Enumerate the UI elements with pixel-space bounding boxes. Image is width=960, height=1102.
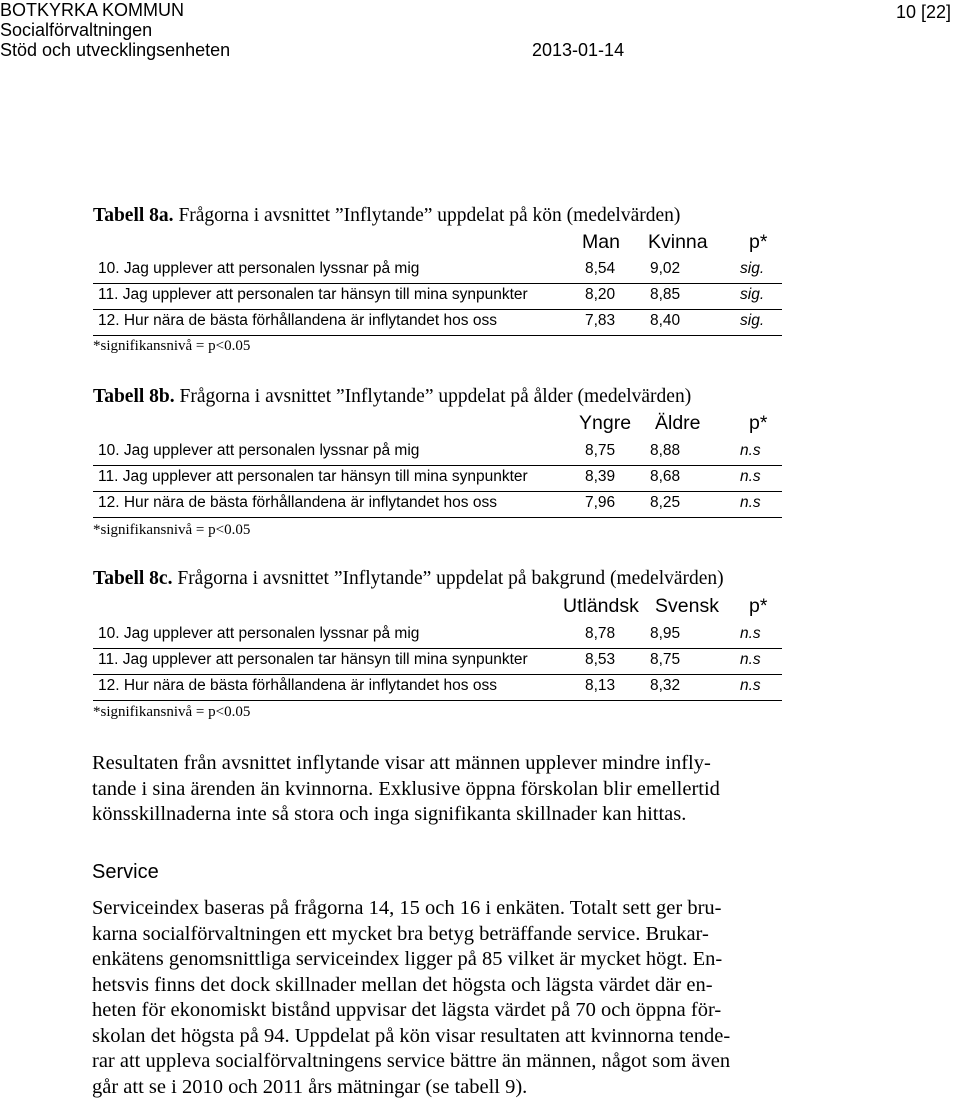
column-header-man: Man — [582, 231, 620, 253]
value-cell: 8,75 — [650, 651, 681, 668]
value-cell: 8,32 — [650, 677, 681, 694]
table-title — [93, 385, 793, 409]
department-name: Socialförvaltningen — [0, 20, 153, 40]
question-cell: 12. Hur nära de bästa förhållandena är inflytandet hos oss — [98, 677, 497, 694]
value-cell: 8,13 — [585, 677, 616, 694]
value-cell: 8,68 — [650, 468, 681, 485]
paragraph-line: tande i sina ärenden än kvinnorna. Exklusive öppna förskolan blir emellertid — [92, 777, 720, 800]
value-cell: 7,83 — [585, 312, 616, 329]
table-8a — [93, 204, 793, 354]
table-title — [93, 567, 793, 591]
significance-cell: n.s — [740, 442, 761, 459]
value-cell: 8,20 — [585, 286, 616, 303]
paragraph-line: hetsvis finns det dock skillnader mellan det högsta och lägsta värdet där en- — [92, 973, 713, 996]
service-paragraph — [92, 896, 822, 1100]
value-cell: 8,54 — [585, 260, 616, 277]
table-title — [93, 204, 793, 228]
value-cell: 8,95 — [650, 625, 681, 642]
table-row — [93, 257, 782, 284]
document-date: 2013-01-14 — [532, 40, 625, 60]
question-cell: 10. Jag upplever att personalen lyssnar på mig — [98, 442, 420, 459]
column-header-yngre: Yngre — [579, 412, 632, 434]
value-cell: 8,78 — [585, 625, 616, 642]
table-row — [93, 309, 782, 336]
significance-note: *signifikansnivå = p<0.05 — [93, 522, 251, 538]
section-heading-service: Service — [92, 861, 159, 883]
question-cell: 12. Hur nära de bästa förhållandena är inflytandet hos oss — [98, 494, 497, 511]
value-cell: 7,96 — [585, 494, 616, 511]
table-row — [93, 491, 782, 518]
table-row — [93, 439, 782, 466]
paragraph-line: enkätens genomsnittliga serviceindex ligger på 85 vilket är mycket högt. En- — [92, 948, 723, 970]
paragraph-line: Serviceindex baseras på frågorna 14, 15 och 16 i enkäten. Totalt sett ger bru- — [92, 897, 722, 919]
page-number: 10 [22] — [895, 2, 951, 22]
paragraph-line: Resultaten från avsnittet inflytande visar att männen upplever mindre infly- — [92, 752, 711, 774]
table-label: Tabell 8b. — [93, 386, 175, 407]
significance-cell: sig. — [740, 260, 765, 277]
column-header-p: p* — [749, 595, 768, 617]
column-header-kvinna: Kvinna — [648, 231, 708, 253]
paragraph-line: går att se i 2010 och 2011 års mätningar (se tabell 9). — [92, 1075, 528, 1098]
significance-cell: sig. — [740, 286, 765, 303]
question-cell: 10. Jag upplever att personalen lyssnar på mig — [98, 260, 420, 277]
table-row — [93, 674, 782, 701]
paragraph-line: rar att uppleva socialförvaltningens service bättre än männen, något som även — [92, 1050, 731, 1072]
value-cell: 8,75 — [585, 442, 616, 459]
column-header-utlandsk: Utländsk — [563, 595, 639, 617]
column-header-p: p* — [749, 231, 768, 253]
question-cell: 11. Jag upplever att personalen tar hänsyn till mina synpunkter — [98, 468, 528, 485]
significance-note: *signifikansnivå = p<0.05 — [93, 338, 251, 354]
question-cell: 10. Jag upplever att personalen lyssnar på mig — [98, 625, 420, 642]
value-cell: 9,02 — [650, 260, 681, 277]
unit-name: Stöd och utvecklingsenheten — [0, 40, 231, 60]
question-cell: 11. Jag upplever att personalen tar hänsyn till mina synpunkter — [98, 286, 528, 303]
org-name: BOTKYRKA KOMMUN — [0, 0, 185, 20]
significance-cell: n.s — [740, 677, 761, 694]
significance-cell: n.s — [740, 468, 761, 485]
column-header-p: p* — [749, 412, 768, 434]
table-row — [93, 465, 782, 492]
table-title-text: Frågorna i avsnittet ”Inflytande” uppdelat på ålder (medelvärden) — [174, 386, 692, 407]
table-8b — [93, 385, 793, 538]
column-header-aldre: Äldre — [655, 412, 701, 434]
table-label: Tabell 8a. — [93, 205, 174, 226]
value-cell: 8,53 — [585, 651, 616, 668]
significance-note: *signifikansnivå = p<0.05 — [93, 704, 251, 720]
value-cell: 8,88 — [650, 442, 681, 459]
table-row — [93, 648, 782, 675]
significance-cell: n.s — [740, 494, 761, 511]
table-title-text: Frågorna i avsnittet ”Inflytande” uppdelat på bakgrund (medelvärden) — [172, 568, 724, 589]
question-cell: 12. Hur nära de bästa förhållandena är inflytandet hos oss — [98, 312, 497, 329]
value-cell: 8,39 — [585, 468, 616, 485]
results-paragraph — [92, 751, 822, 828]
table-8c — [93, 567, 793, 720]
paragraph-line: heten för ekonomiskt bistånd uppvisar det lägsta värdet på 70 och öppna för- — [92, 999, 722, 1021]
significance-cell: sig. — [740, 312, 765, 329]
paragraph-line: karna socialförvaltningen ett mycket bra betyg beträffande service. Brukar- — [92, 922, 709, 945]
value-cell: 8,25 — [650, 494, 681, 511]
table-label: Tabell 8c. — [93, 568, 173, 589]
table-row — [93, 283, 782, 310]
value-cell: 8,85 — [650, 286, 681, 303]
question-cell: 11. Jag upplever att personalen tar hänsyn till mina synpunkter — [98, 651, 528, 668]
paragraph-line: könsskillnaderna inte så stora och inga signifikanta skillnader kan hittas. — [92, 803, 687, 825]
table-row — [93, 622, 782, 649]
value-cell: 8,40 — [650, 312, 681, 329]
column-header-svensk: Svensk — [655, 595, 719, 617]
table-title-text: Frågorna i avsnittet ”Inflytande” uppdelat på kön (medelvärden) — [173, 205, 681, 226]
significance-cell: n.s — [740, 625, 761, 642]
paragraph-line: skolan det högsta på 94. Uppdelat på kön visar resultaten att kvinnorna tende- — [92, 1024, 731, 1047]
significance-cell: n.s — [740, 651, 761, 668]
